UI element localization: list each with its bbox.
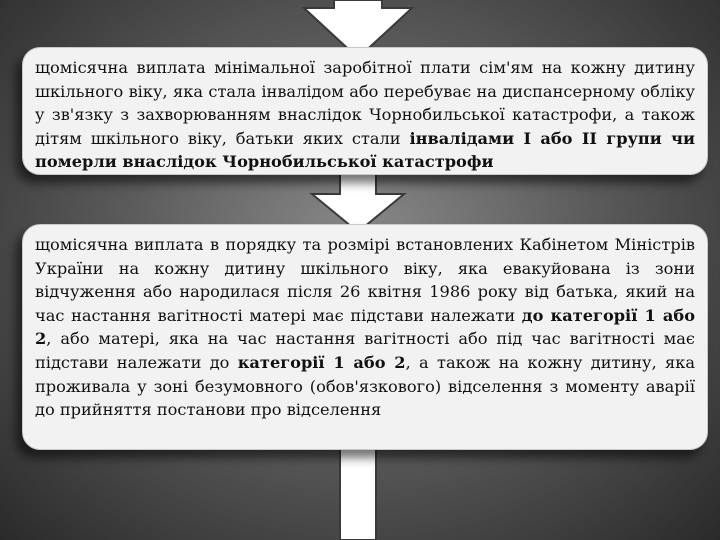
- bottom-arrow: [340, 449, 376, 540]
- block-2-bold-1: до категорії 1 або 2: [35, 305, 696, 349]
- block-2-text-3: , а також на кожну дитину, яка проживала у зоні безумовного (обов'язкового) відселення з моменту аварії до прийняття постанови про відселення: [35, 352, 696, 420]
- payment-block-2-text: [35, 233, 695, 422]
- block-1-bold: інвалідами І або ІІ групи чи померли внаслідок Чорнобильської катастрофи: [35, 128, 695, 172]
- payment-block-1-text: [35, 56, 695, 174]
- block-2-text-2: , або матері, яка на час настання вагітності або під час вагітності має підстави належати до: [35, 329, 695, 372]
- block-2-bold-2: категорії 1 або 2: [237, 352, 406, 372]
- payment-block-1: [22, 47, 708, 175]
- block-2-text-1: щомісячна виплата в порядку та розмірі встановлених Кабінетом Міністрів України на кожну дитину шкільного віку, яка евакуйована із зони відчуження або народилася після 26 квітня 1986 року від батька, який на час настання вагітності матері має підстави належати: [35, 235, 695, 325]
- payment-block-2: [22, 224, 708, 450]
- block-1-text: щомісячна виплата мінімальної заробітної плати сім'ям на кожну дитину шкільного віку, яка стала інвалідом або перебуває на диспансерному обліку у зв'язку з захворюванням внаслідок Чорнобильської катастрофи, а також дітям шкільного віку, батьки яких стали: [35, 58, 695, 148]
